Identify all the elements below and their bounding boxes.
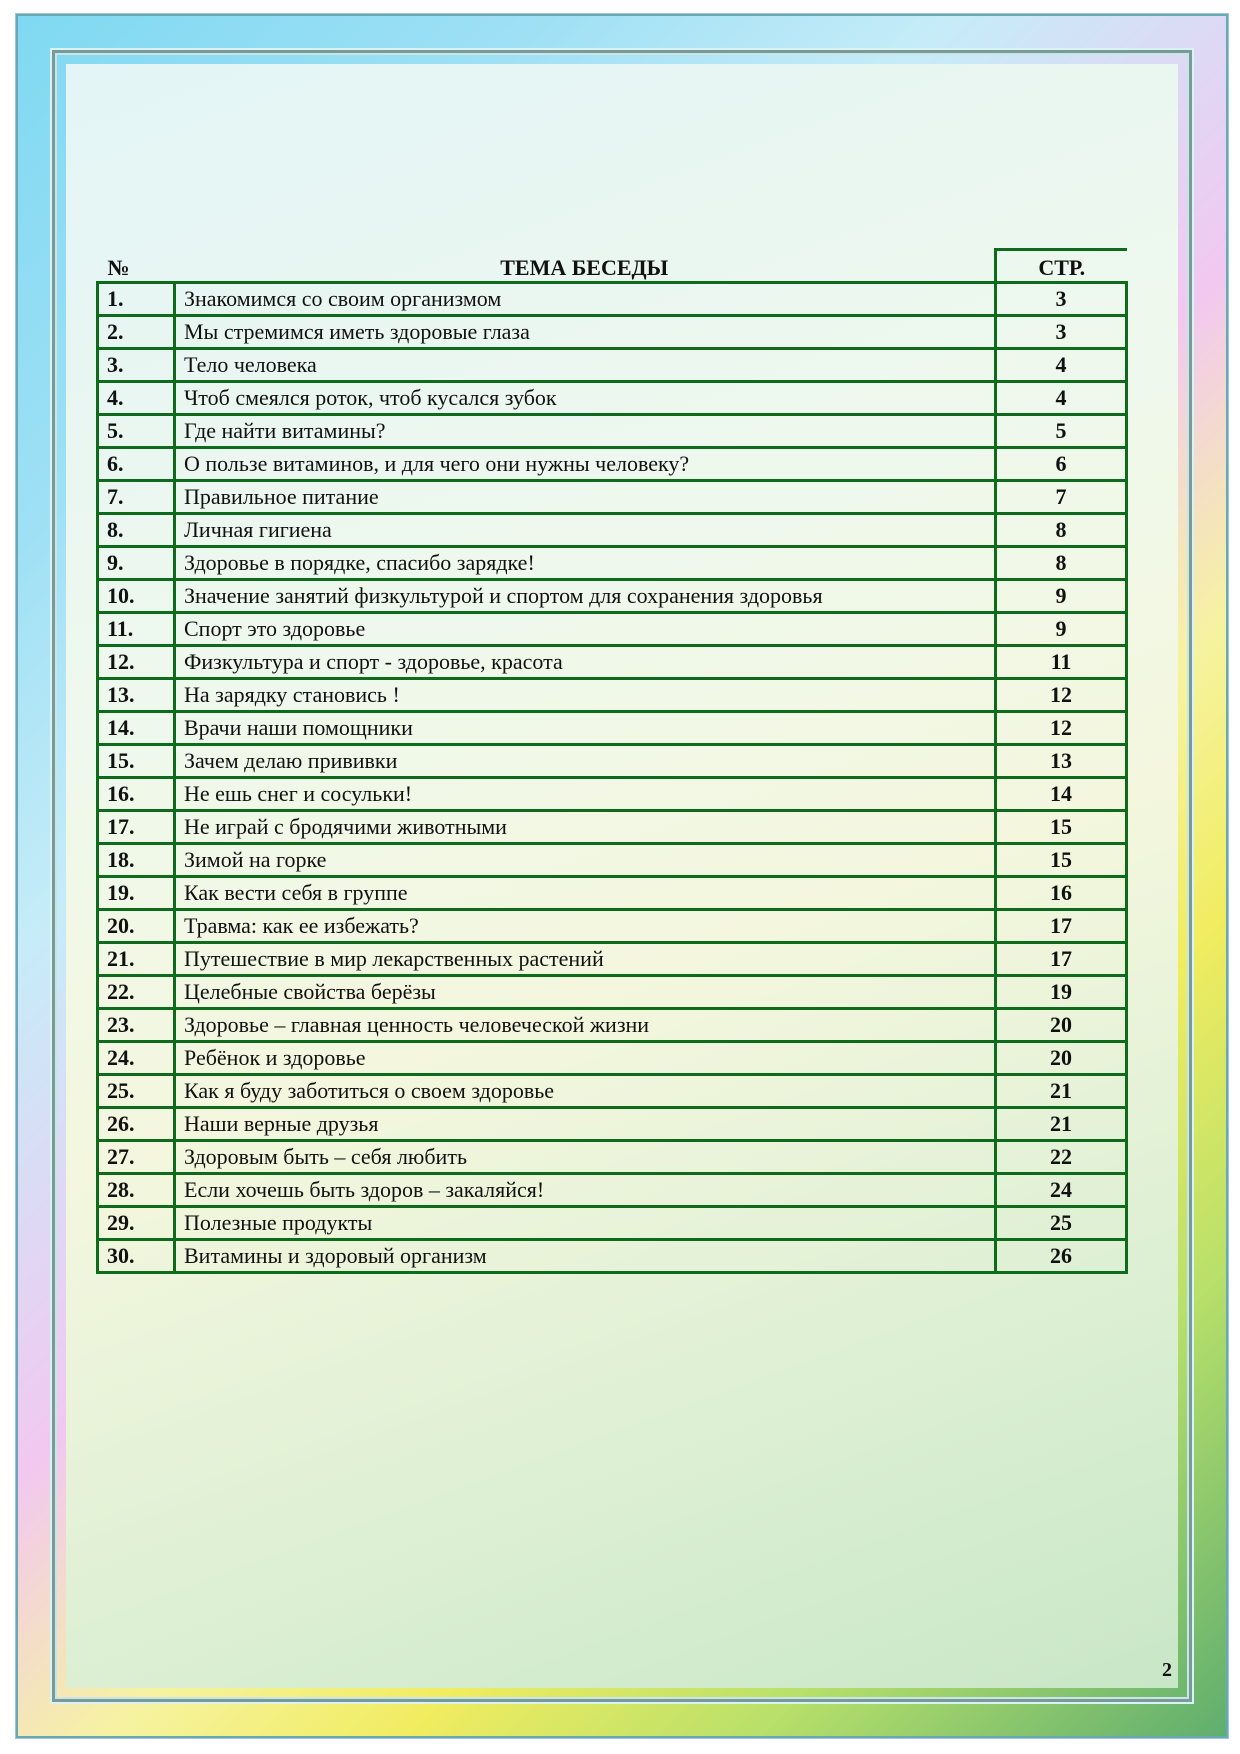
header-topic: ТЕМА БЕСЕДЫ [500,255,669,280]
row-page: 17 [996,943,1127,976]
toc-row [98,943,1127,976]
toc-row [98,547,1127,580]
toc-row [98,679,1127,712]
row-number: 24. [98,1042,175,1075]
row-topic: Как я буду заботиться о своем здоровье [175,1075,996,1108]
page-number: 2 [1162,1659,1172,1681]
row-topic: Зачем делаю прививки [175,745,996,778]
row-number: 27. [98,1141,175,1174]
row-topic: Не ешь снег и сосульки! [175,778,996,811]
row-number: 8. [98,514,175,547]
row-topic: О пользе витаминов, и для чего они нужны человеку? [175,448,996,481]
toc-row [98,745,1127,778]
row-page: 13 [996,745,1127,778]
toc-row [98,877,1127,910]
toc-row [98,283,1127,316]
row-number: 18. [98,844,175,877]
row-page: 7 [996,481,1127,514]
row-topic: Правильное питание [175,481,996,514]
row-topic: Зимой на горке [175,844,996,877]
row-page: 8 [996,514,1127,547]
row-number: 9. [98,547,175,580]
row-page: 24 [996,1174,1127,1207]
row-page: 16 [996,877,1127,910]
row-number: 28. [98,1174,175,1207]
toc-row [98,1240,1127,1273]
toc-row [98,1207,1127,1240]
row-number: 10. [98,580,175,613]
row-topic: Здоровым быть – себя любить [175,1141,996,1174]
row-page: 3 [996,316,1127,349]
row-page: 21 [996,1108,1127,1141]
row-topic: Если хочешь быть здоров – закаляйся! [175,1174,996,1207]
row-page: 15 [996,844,1127,877]
row-number: 1. [98,283,175,316]
toc-row [98,448,1127,481]
row-page: 4 [996,349,1127,382]
toc-row [98,1009,1127,1042]
toc-row [98,514,1127,547]
row-page: 12 [996,679,1127,712]
toc-row [98,349,1127,382]
toc-row [98,382,1127,415]
row-topic: Личная гигиена [175,514,996,547]
row-number: 2. [98,316,175,349]
toc-row [98,1174,1127,1207]
row-topic: Не играй с бродячими животными [175,811,996,844]
row-page: 20 [996,1009,1127,1042]
header-page: СТР. [996,250,1127,283]
row-topic: Знакомимся со своим организмом [175,283,996,316]
row-number: 15. [98,745,175,778]
row-topic: Спорт это здоровье [175,613,996,646]
toc-row [98,844,1127,877]
row-page: 17 [996,910,1127,943]
row-page: 4 [996,382,1127,415]
row-page: 19 [996,976,1127,1009]
toc-row [98,1075,1127,1108]
row-number: 6. [98,448,175,481]
row-number: 30. [98,1240,175,1273]
row-number: 25. [98,1075,175,1108]
row-topic: Витамины и здоровый организм [175,1240,996,1273]
row-topic: На зарядку становись ! [175,679,996,712]
row-number: 12. [98,646,175,679]
row-number: 4. [98,382,175,415]
toc-row [98,580,1127,613]
row-page: 22 [996,1141,1127,1174]
row-number: 22. [98,976,175,1009]
toc-row [98,712,1127,745]
toc-body [98,283,1127,1273]
row-number: 11. [98,613,175,646]
row-number: 20. [98,910,175,943]
toc-row [98,1141,1127,1174]
row-topic: Наши верные друзья [175,1108,996,1141]
row-page: 3 [996,283,1127,316]
row-topic: Здоровье – главная ценность человеческой жизни [175,1009,996,1042]
row-number: 13. [98,679,175,712]
table-of-contents [96,248,1128,1274]
row-topic: Путешествие в мир лекарственных растений [175,943,996,976]
row-topic: Значение занятий физкультурой и спортом для сохранения здоровья [175,580,996,613]
row-topic: Чтоб смеялся роток, чтоб кусался зубок [175,382,996,415]
toc-row [98,910,1127,943]
row-number: 17. [98,811,175,844]
row-page: 14 [996,778,1127,811]
toc-row [98,976,1127,1009]
row-topic: Где найти витамины? [175,415,996,448]
row-page: 6 [996,448,1127,481]
row-topic: Полезные продукты [175,1207,996,1240]
row-page: 21 [996,1075,1127,1108]
header-number: № [107,255,130,280]
row-topic: Целебные свойства берёзы [175,976,996,1009]
row-topic: Травма: как ее избежать? [175,910,996,943]
row-topic: Здоровье в порядке, спасибо зарядке! [175,547,996,580]
row-number: 23. [98,1009,175,1042]
row-number: 19. [98,877,175,910]
row-page: 12 [996,712,1127,745]
toc-row [98,316,1127,349]
row-page: 11 [996,646,1127,679]
row-page: 9 [996,613,1127,646]
row-number: 5. [98,415,175,448]
row-page: 26 [996,1240,1127,1273]
row-topic: Мы стремимся иметь здоровые глаза [175,316,996,349]
row-topic: Тело человека [175,349,996,382]
toc-row [98,646,1127,679]
row-number: 3. [98,349,175,382]
toc-row [98,1108,1127,1141]
row-topic: Физкультура и спорт - здоровье, красота [175,646,996,679]
toc-row [98,811,1127,844]
toc-header-row [98,250,1127,283]
toc-row [98,778,1127,811]
toc-row [98,1042,1127,1075]
row-number: 26. [98,1108,175,1141]
toc-row [98,613,1127,646]
row-number: 7. [98,481,175,514]
row-page: 25 [996,1207,1127,1240]
content-area [66,64,1178,1688]
row-page: 9 [996,580,1127,613]
row-topic: Как вести себя в группе [175,877,996,910]
toc-row [98,481,1127,514]
toc-row [98,415,1127,448]
row-page: 20 [996,1042,1127,1075]
row-topic: Ребёнок и здоровье [175,1042,996,1075]
decorative-frame [18,16,1226,1736]
row-page: 8 [996,547,1127,580]
row-number: 16. [98,778,175,811]
row-page: 15 [996,811,1127,844]
row-number: 29. [98,1207,175,1240]
row-number: 21. [98,943,175,976]
row-number: 14. [98,712,175,745]
row-topic: Врачи наши помощники [175,712,996,745]
row-page: 5 [996,415,1127,448]
